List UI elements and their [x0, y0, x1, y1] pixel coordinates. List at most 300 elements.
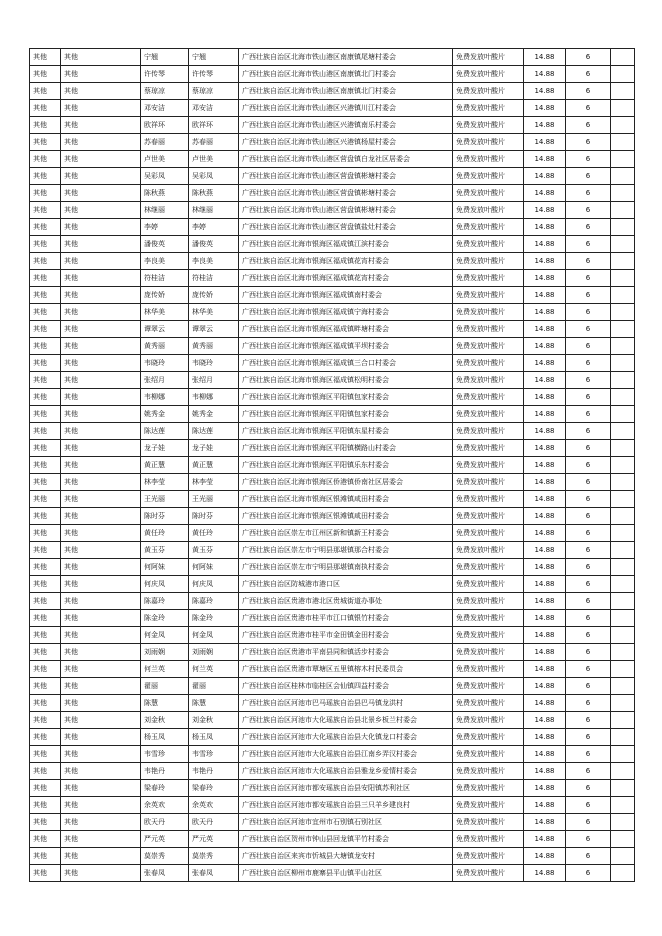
address-cell: 广西壮族自治区崇左市宁明县那堪镇南执村委会 — [239, 559, 453, 576]
item-cell: 免费发放叶酸片 — [453, 661, 524, 678]
item-cell: 免费发放叶酸片 — [453, 389, 524, 406]
address-cell: 广西壮族自治区北海市银海区福成镇江滨村委会 — [239, 236, 453, 253]
item-cell: 免费发放叶酸片 — [453, 746, 524, 763]
item-cell: 免费发放叶酸片 — [453, 151, 524, 168]
item-cell: 免费发放叶酸片 — [453, 372, 524, 389]
address-cell: 广西壮族自治区北海市银海区平阳镇横路山村委会 — [239, 440, 453, 457]
price-cell: 14.88 — [524, 491, 566, 508]
category-cell: 其他 — [30, 151, 61, 168]
item-cell: 免费发放叶酸片 — [453, 236, 524, 253]
price-cell: 14.88 — [524, 865, 566, 882]
category-cell: 其他 — [30, 525, 61, 542]
item-cell: 免费发放叶酸片 — [453, 253, 524, 270]
name-cell: 何庆凤 — [141, 576, 189, 593]
item-cell: 免费发放叶酸片 — [453, 831, 524, 848]
name-cell: 何阿妹 — [141, 559, 189, 576]
table-row — [30, 66, 635, 83]
empty-cell — [611, 355, 635, 372]
table-row — [30, 134, 635, 151]
item-cell: 免费发放叶酸片 — [453, 440, 524, 457]
quantity-cell: 6 — [566, 780, 611, 797]
price-cell: 14.88 — [524, 457, 566, 474]
item-cell: 免费发放叶酸片 — [453, 100, 524, 117]
item-cell: 免费发放叶酸片 — [453, 508, 524, 525]
table-row — [30, 508, 635, 525]
price-cell: 14.88 — [524, 712, 566, 729]
recipient-cell: 梁春玲 — [189, 780, 239, 797]
empty-cell — [611, 525, 635, 542]
name-cell: 李良美 — [141, 253, 189, 270]
category-cell: 其他 — [30, 372, 61, 389]
name-cell: 杨玉凤 — [141, 729, 189, 746]
recipient-cell: 何金凤 — [189, 627, 239, 644]
subcategory-cell: 其他 — [61, 491, 141, 508]
price-cell: 14.88 — [524, 797, 566, 814]
price-cell: 14.88 — [524, 525, 566, 542]
empty-cell — [611, 168, 635, 185]
subcategory-cell: 其他 — [61, 151, 141, 168]
empty-cell — [611, 236, 635, 253]
recipient-cell: 陈金玲 — [189, 610, 239, 627]
category-cell: 其他 — [30, 763, 61, 780]
subcategory-cell: 其他 — [61, 474, 141, 491]
table-row — [30, 457, 635, 474]
quantity-cell: 6 — [566, 83, 611, 100]
name-cell: 许传琴 — [141, 66, 189, 83]
item-cell: 免费发放叶酸片 — [453, 559, 524, 576]
quantity-cell: 6 — [566, 440, 611, 457]
quantity-cell: 6 — [566, 627, 611, 644]
quantity-cell: 6 — [566, 474, 611, 491]
quantity-cell: 6 — [566, 831, 611, 848]
item-cell: 免费发放叶酸片 — [453, 610, 524, 627]
empty-cell — [611, 474, 635, 491]
subcategory-cell: 其他 — [61, 100, 141, 117]
table-row — [30, 270, 635, 287]
name-cell: 翟丽 — [141, 678, 189, 695]
empty-cell — [611, 542, 635, 559]
subcategory-cell: 其他 — [61, 338, 141, 355]
item-cell: 免费发放叶酸片 — [453, 49, 524, 66]
address-cell: 广西壮族自治区北海市铁山港区营盘镇彬塘村委会 — [239, 168, 453, 185]
quantity-cell: 6 — [566, 661, 611, 678]
address-cell: 广西壮族自治区贵港市覃塘区五里镇榕木村民委员会 — [239, 661, 453, 678]
recipient-cell: 韦艳丹 — [189, 763, 239, 780]
category-cell: 其他 — [30, 695, 61, 712]
empty-cell — [611, 49, 635, 66]
category-cell: 其他 — [30, 440, 61, 457]
name-cell: 余英欢 — [141, 797, 189, 814]
item-cell: 免费发放叶酸片 — [453, 542, 524, 559]
price-cell: 14.88 — [524, 134, 566, 151]
table-row — [30, 236, 635, 253]
address-cell: 广西壮族自治区北海市银海区福成镇花宵村委会 — [239, 270, 453, 287]
table-row — [30, 831, 635, 848]
name-cell: 李婷 — [141, 219, 189, 236]
item-cell: 免费发放叶酸片 — [453, 729, 524, 746]
subcategory-cell: 其他 — [61, 542, 141, 559]
quantity-cell: 6 — [566, 236, 611, 253]
price-cell: 14.88 — [524, 406, 566, 423]
name-cell: 陈达莲 — [141, 423, 189, 440]
recipient-cell: 庞传娇 — [189, 287, 239, 304]
name-cell: 欧天丹 — [141, 814, 189, 831]
recipient-cell: 韦晓玲 — [189, 355, 239, 372]
name-cell: 韦晓玲 — [141, 355, 189, 372]
subcategory-cell: 其他 — [61, 440, 141, 457]
item-cell: 免费发放叶酸片 — [453, 525, 524, 542]
quantity-cell: 6 — [566, 729, 611, 746]
quantity-cell: 6 — [566, 49, 611, 66]
item-cell: 免费发放叶酸片 — [453, 219, 524, 236]
recipient-cell: 何兰英 — [189, 661, 239, 678]
name-cell: 蔡琼凉 — [141, 83, 189, 100]
table-row — [30, 406, 635, 423]
subcategory-cell: 其他 — [61, 236, 141, 253]
address-cell: 广西壮族自治区北海市铁山港区兴港镇杨屋村委会 — [239, 134, 453, 151]
name-cell: 陈时芬 — [141, 508, 189, 525]
category-cell: 其他 — [30, 253, 61, 270]
recipient-cell: 翟丽 — [189, 678, 239, 695]
name-cell: 陈嘉玲 — [141, 593, 189, 610]
category-cell: 其他 — [30, 780, 61, 797]
category-cell: 其他 — [30, 576, 61, 593]
item-cell: 免费发放叶酸片 — [453, 593, 524, 610]
quantity-cell: 6 — [566, 865, 611, 882]
quantity-cell: 6 — [566, 355, 611, 372]
recipient-cell: 李婷 — [189, 219, 239, 236]
empty-cell — [611, 763, 635, 780]
name-cell: 韦雪珍 — [141, 746, 189, 763]
quantity-cell: 6 — [566, 253, 611, 270]
category-cell: 其他 — [30, 117, 61, 134]
address-cell: 广西壮族自治区来宾市忻城县大塘镇龙安村 — [239, 848, 453, 865]
quantity-cell: 6 — [566, 117, 611, 134]
recipient-cell: 邓安洁 — [189, 100, 239, 117]
address-cell: 广西壮族自治区北海市银海区福成镇松明村委会 — [239, 372, 453, 389]
quantity-cell: 6 — [566, 712, 611, 729]
address-cell: 广西壮族自治区崇左市江州区新和镇新王村委会 — [239, 525, 453, 542]
price-cell: 14.88 — [524, 83, 566, 100]
table-row — [30, 746, 635, 763]
price-cell: 14.88 — [524, 338, 566, 355]
empty-cell — [611, 729, 635, 746]
price-cell: 14.88 — [524, 117, 566, 134]
category-cell: 其他 — [30, 355, 61, 372]
recipient-cell: 黄正慧 — [189, 457, 239, 474]
address-cell: 广西壮族自治区北海市铁山港区营盘镇盐灶村委会 — [239, 219, 453, 236]
table-row — [30, 780, 635, 797]
quantity-cell: 6 — [566, 763, 611, 780]
category-cell: 其他 — [30, 474, 61, 491]
quantity-cell: 6 — [566, 423, 611, 440]
recipient-cell: 林华美 — [189, 304, 239, 321]
recipient-cell: 莫崇秀 — [189, 848, 239, 865]
table-row — [30, 100, 635, 117]
name-cell: 王光丽 — [141, 491, 189, 508]
quantity-cell: 6 — [566, 848, 611, 865]
table-row — [30, 372, 635, 389]
category-cell: 其他 — [30, 593, 61, 610]
recipient-cell: 刘雨娴 — [189, 644, 239, 661]
recipient-cell: 张春凤 — [189, 865, 239, 882]
category-cell: 其他 — [30, 100, 61, 117]
subcategory-cell: 其他 — [61, 287, 141, 304]
subcategory-cell: 其他 — [61, 729, 141, 746]
quantity-cell: 6 — [566, 304, 611, 321]
name-cell: 谭翠云 — [141, 321, 189, 338]
quantity-cell: 6 — [566, 695, 611, 712]
category-cell: 其他 — [30, 134, 61, 151]
address-cell: 广西壮族自治区贵港市平南县同和镇活步村委会 — [239, 644, 453, 661]
subcategory-cell: 其他 — [61, 525, 141, 542]
table-row — [30, 678, 635, 695]
subcategory-cell: 其他 — [61, 355, 141, 372]
recipient-cell: 林继丽 — [189, 202, 239, 219]
item-cell: 免费发放叶酸片 — [453, 865, 524, 882]
empty-cell — [611, 83, 635, 100]
empty-cell — [611, 831, 635, 848]
category-cell: 其他 — [30, 661, 61, 678]
name-cell: 宁翘 — [141, 49, 189, 66]
name-cell: 黄秀丽 — [141, 338, 189, 355]
subcategory-cell: 其他 — [61, 559, 141, 576]
item-cell: 免费发放叶酸片 — [453, 780, 524, 797]
recipient-cell: 陈嘉玲 — [189, 593, 239, 610]
category-cell: 其他 — [30, 423, 61, 440]
quantity-cell: 6 — [566, 797, 611, 814]
table-row — [30, 423, 635, 440]
price-cell: 14.88 — [524, 610, 566, 627]
name-cell: 何金凤 — [141, 627, 189, 644]
address-cell: 广西壮族自治区北海市铁山港区南康镇尾塘村委会 — [239, 49, 453, 66]
name-cell: 邓安洁 — [141, 100, 189, 117]
price-cell: 14.88 — [524, 440, 566, 457]
price-cell: 14.88 — [524, 831, 566, 848]
empty-cell — [611, 814, 635, 831]
name-cell: 林李莹 — [141, 474, 189, 491]
table-row — [30, 814, 635, 831]
category-cell: 其他 — [30, 865, 61, 882]
table-row — [30, 219, 635, 236]
name-cell: 张春凤 — [141, 865, 189, 882]
subcategory-cell: 其他 — [61, 372, 141, 389]
address-cell: 广西壮族自治区桂林市临桂区会仙镇四益村委会 — [239, 678, 453, 695]
empty-cell — [611, 678, 635, 695]
price-cell: 14.88 — [524, 746, 566, 763]
subcategory-cell: 其他 — [61, 423, 141, 440]
quantity-cell: 6 — [566, 134, 611, 151]
category-cell: 其他 — [30, 202, 61, 219]
empty-cell — [611, 372, 635, 389]
subcategory-cell: 其他 — [61, 83, 141, 100]
recipient-cell: 黄秀丽 — [189, 338, 239, 355]
price-cell: 14.88 — [524, 576, 566, 593]
category-cell: 其他 — [30, 49, 61, 66]
address-cell: 广西壮族自治区北海市铁山港区南康镇北门村委会 — [239, 83, 453, 100]
empty-cell — [611, 287, 635, 304]
address-cell: 广西壮族自治区柳州市鹿寨县平山镇平山社区 — [239, 865, 453, 882]
address-cell: 广西壮族自治区河池市宜州市石别镇石别社区 — [239, 814, 453, 831]
price-cell: 14.88 — [524, 304, 566, 321]
subcategory-cell: 其他 — [61, 185, 141, 202]
recipient-cell: 欧祥环 — [189, 117, 239, 134]
address-cell: 广西壮族自治区河池市大化瑶族自治县北景乡板兰村委会 — [239, 712, 453, 729]
name-cell: 黄任玲 — [141, 525, 189, 542]
empty-cell — [611, 321, 635, 338]
recipient-cell: 陈秋燕 — [189, 185, 239, 202]
recipient-cell: 苏春丽 — [189, 134, 239, 151]
empty-cell — [611, 797, 635, 814]
subcategory-cell: 其他 — [61, 712, 141, 729]
subcategory-cell: 其他 — [61, 814, 141, 831]
category-cell: 其他 — [30, 389, 61, 406]
item-cell: 免费发放叶酸片 — [453, 576, 524, 593]
table-row — [30, 389, 635, 406]
empty-cell — [611, 423, 635, 440]
price-cell: 14.88 — [524, 508, 566, 525]
quantity-cell: 6 — [566, 202, 611, 219]
quantity-cell: 6 — [566, 66, 611, 83]
table-row — [30, 865, 635, 882]
table-row — [30, 321, 635, 338]
name-cell: 黄正慧 — [141, 457, 189, 474]
item-cell: 免费发放叶酸片 — [453, 644, 524, 661]
price-cell: 14.88 — [524, 780, 566, 797]
table-row — [30, 661, 635, 678]
empty-cell — [611, 151, 635, 168]
category-cell: 其他 — [30, 610, 61, 627]
table-row — [30, 151, 635, 168]
empty-cell — [611, 610, 635, 627]
recipient-cell: 何庆凤 — [189, 576, 239, 593]
table-row — [30, 491, 635, 508]
recipient-cell: 符桂洁 — [189, 270, 239, 287]
recipient-cell: 陈时芬 — [189, 508, 239, 525]
category-cell: 其他 — [30, 678, 61, 695]
recipient-cell: 刘金秋 — [189, 712, 239, 729]
item-cell: 免费发放叶酸片 — [453, 406, 524, 423]
price-cell: 14.88 — [524, 661, 566, 678]
subcategory-cell: 其他 — [61, 219, 141, 236]
table-row — [30, 355, 635, 372]
item-cell: 免费发放叶酸片 — [453, 848, 524, 865]
name-cell: 苏春丽 — [141, 134, 189, 151]
table-row — [30, 610, 635, 627]
quantity-cell: 6 — [566, 338, 611, 355]
price-cell: 14.88 — [524, 219, 566, 236]
recipient-cell: 潘俊英 — [189, 236, 239, 253]
category-cell: 其他 — [30, 338, 61, 355]
quantity-cell: 6 — [566, 372, 611, 389]
item-cell: 免费发放叶酸片 — [453, 321, 524, 338]
item-cell: 免费发放叶酸片 — [453, 185, 524, 202]
price-cell: 14.88 — [524, 287, 566, 304]
name-cell: 庞传娇 — [141, 287, 189, 304]
name-cell: 吴彩凤 — [141, 168, 189, 185]
quantity-cell: 6 — [566, 270, 611, 287]
price-cell: 14.88 — [524, 202, 566, 219]
empty-cell — [611, 508, 635, 525]
subcategory-cell: 其他 — [61, 253, 141, 270]
empty-cell — [611, 644, 635, 661]
recipient-cell: 严元英 — [189, 831, 239, 848]
category-cell: 其他 — [30, 559, 61, 576]
records-table — [29, 48, 635, 882]
subcategory-cell: 其他 — [61, 576, 141, 593]
empty-cell — [611, 661, 635, 678]
recipient-cell: 何阿妹 — [189, 559, 239, 576]
recipient-cell: 杨玉凤 — [189, 729, 239, 746]
item-cell: 免费发放叶酸片 — [453, 117, 524, 134]
empty-cell — [611, 559, 635, 576]
item-cell: 免费发放叶酸片 — [453, 695, 524, 712]
price-cell: 14.88 — [524, 474, 566, 491]
address-cell: 广西壮族自治区北海市铁山港区兴港镇南乐村委会 — [239, 117, 453, 134]
table-row — [30, 695, 635, 712]
name-cell: 何兰英 — [141, 661, 189, 678]
table-row — [30, 168, 635, 185]
address-cell: 广西壮族自治区贵港市桂平市金田镇金田村委会 — [239, 627, 453, 644]
category-cell: 其他 — [30, 627, 61, 644]
subcategory-cell: 其他 — [61, 389, 141, 406]
table-row — [30, 474, 635, 491]
item-cell: 免费发放叶酸片 — [453, 474, 524, 491]
category-cell: 其他 — [30, 287, 61, 304]
quantity-cell: 6 — [566, 678, 611, 695]
empty-cell — [611, 491, 635, 508]
quantity-cell: 6 — [566, 406, 611, 423]
price-cell: 14.88 — [524, 389, 566, 406]
subcategory-cell: 其他 — [61, 831, 141, 848]
empty-cell — [611, 66, 635, 83]
name-cell: 韦艳丹 — [141, 763, 189, 780]
subcategory-cell: 其他 — [61, 780, 141, 797]
item-cell: 免费发放叶酸片 — [453, 763, 524, 780]
table-row — [30, 729, 635, 746]
item-cell: 免费发放叶酸片 — [453, 355, 524, 372]
address-cell: 广西壮族自治区北海市铁山港区营盘镇彬塘村委会 — [239, 202, 453, 219]
empty-cell — [611, 389, 635, 406]
address-cell: 广西壮族自治区防城港市港口区 — [239, 576, 453, 593]
address-cell: 广西壮族自治区北海市银海区银滩镇咸田村委会 — [239, 508, 453, 525]
quantity-cell: 6 — [566, 508, 611, 525]
price-cell: 14.88 — [524, 151, 566, 168]
price-cell: 14.88 — [524, 814, 566, 831]
recipient-cell: 韦雪珍 — [189, 746, 239, 763]
recipient-cell: 黄玉芬 — [189, 542, 239, 559]
quantity-cell: 6 — [566, 185, 611, 202]
recipient-cell: 谭翠云 — [189, 321, 239, 338]
quantity-cell: 6 — [566, 814, 611, 831]
category-cell: 其他 — [30, 729, 61, 746]
quantity-cell: 6 — [566, 559, 611, 576]
subcategory-cell: 其他 — [61, 644, 141, 661]
price-cell: 14.88 — [524, 372, 566, 389]
subcategory-cell: 其他 — [61, 134, 141, 151]
address-cell: 广西壮族自治区北海市铁山港区南康镇北门村委会 — [239, 66, 453, 83]
table-row — [30, 542, 635, 559]
subcategory-cell: 其他 — [61, 593, 141, 610]
price-cell: 14.88 — [524, 644, 566, 661]
price-cell: 14.88 — [524, 355, 566, 372]
price-cell: 14.88 — [524, 185, 566, 202]
category-cell: 其他 — [30, 168, 61, 185]
category-cell: 其他 — [30, 236, 61, 253]
name-cell: 莫崇秀 — [141, 848, 189, 865]
category-cell: 其他 — [30, 66, 61, 83]
item-cell: 免费发放叶酸片 — [453, 423, 524, 440]
